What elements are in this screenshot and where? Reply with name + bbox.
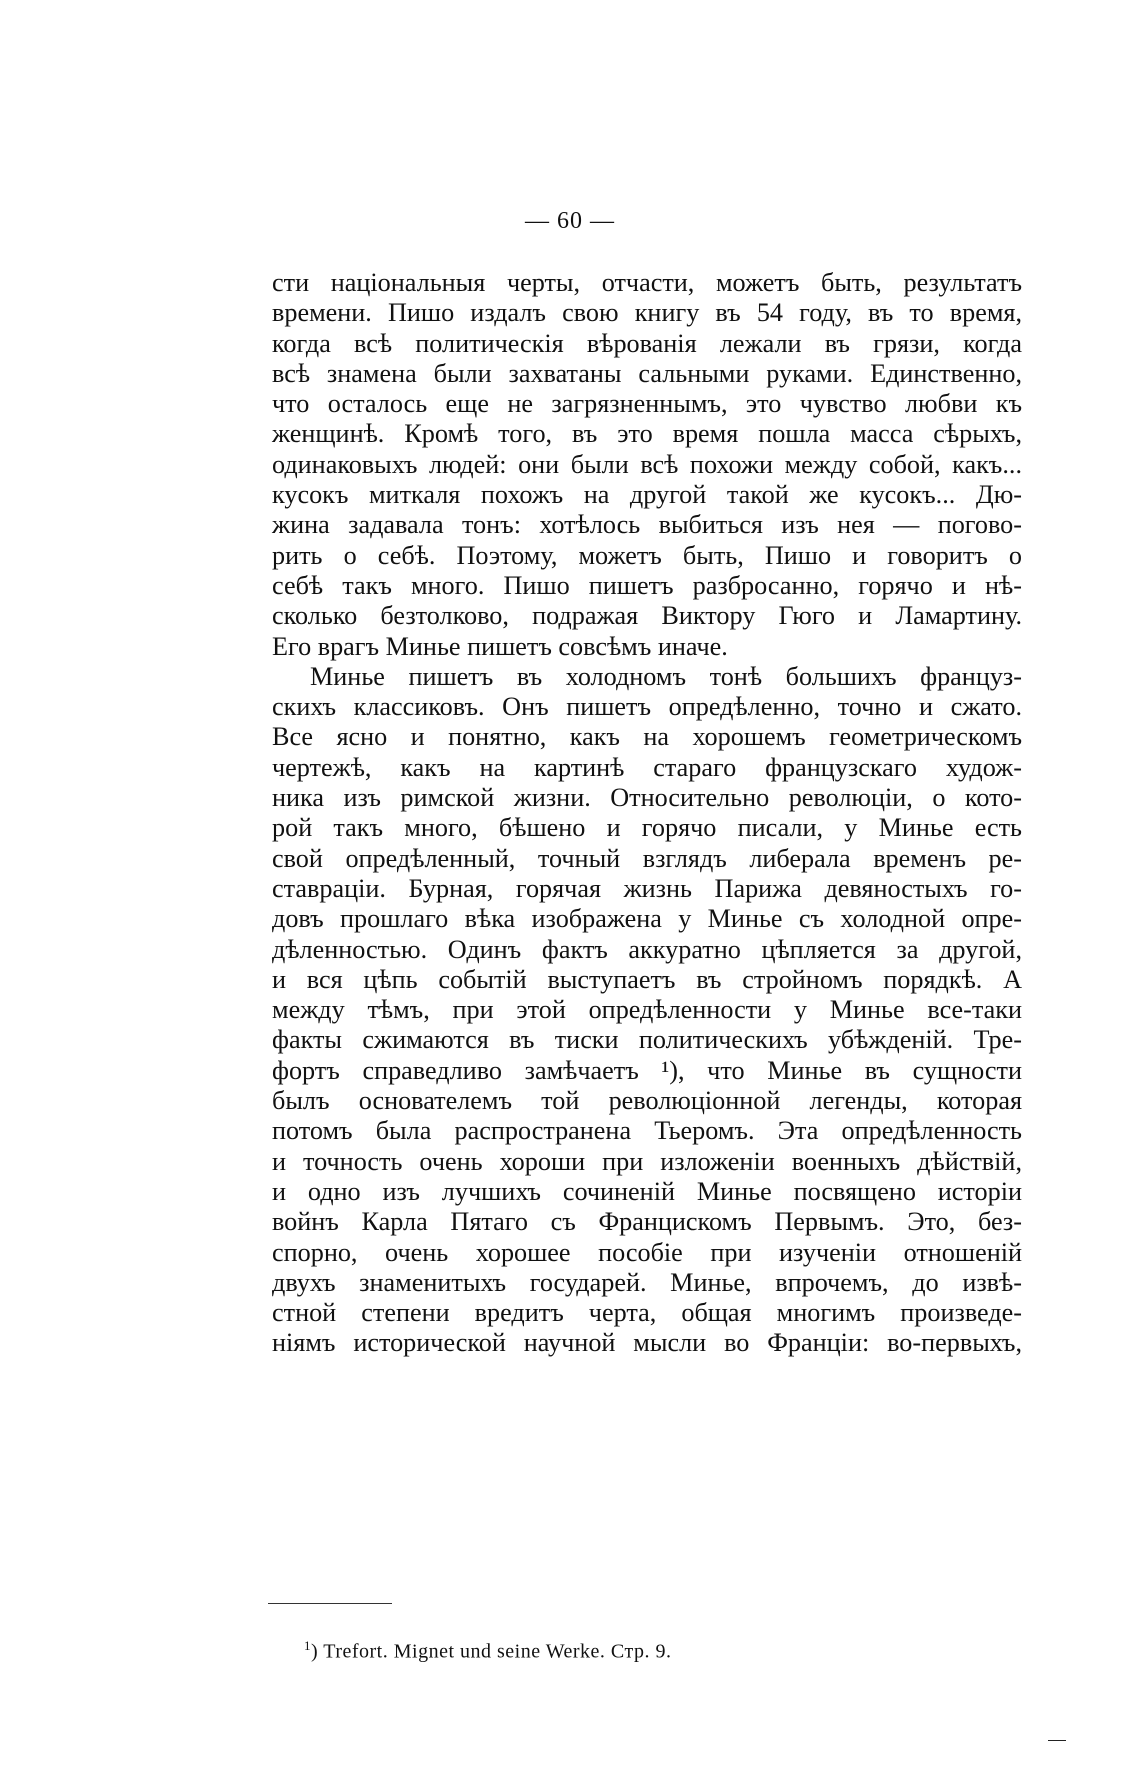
- text-line: времени. Пишо издалъ свою книгу въ 54 году, въ то время,: [272, 298, 1022, 328]
- text-line: жина задавала тонъ: хотѣлось выбиться изъ нея — погово-: [272, 510, 1022, 540]
- text-line: себѣ такъ много. Пишо пишетъ разбросанно, горячо и нѣ-: [272, 570, 1022, 600]
- text-line: одинаковыхъ людей: они были всѣ похожи между собой, какъ...: [272, 449, 1022, 479]
- text-line: женщинѣ. Кромѣ того, въ это время пошла масса сѣрыхъ,: [272, 419, 1022, 449]
- text-line: и вся цѣпь событій выступаетъ въ стройномъ порядкѣ. А: [272, 964, 1022, 994]
- footnote-divider: [268, 1603, 392, 1604]
- text-line: чертежѣ, какъ на картинѣ стараго французскаго худож-: [272, 752, 1022, 782]
- footnote-marker: 1: [304, 1638, 311, 1653]
- text-line: между тѣмъ, при этой опредѣленности у Минье все-таки: [272, 995, 1022, 1025]
- text-line: сти національныя черты, отчасти, можетъ быть, результатъ: [272, 268, 1022, 297]
- text-line: и одно изъ лучшихъ сочиненій Минье посвящено исторіи: [272, 1176, 1022, 1206]
- text-line: факты сжимаются въ тиски политическихъ убѣжденій. Тре-: [272, 1025, 1022, 1055]
- text-line: всѣ знамена были захватаны сальными руками. Единственно,: [272, 358, 1022, 388]
- text-line: былъ основателемъ той революціонной легенды, которая: [272, 1086, 1022, 1116]
- text-line: стной степени вредитъ черта, общая многимъ произведе-: [272, 1298, 1022, 1328]
- text-line: Все ясно и понятно, какъ на хорошемъ геометрическомъ: [272, 722, 1022, 752]
- text-line: рой такъ много, бѣшено и горячо писали, у Минье есть: [272, 813, 1022, 843]
- text-line: дѣленностью. Одинъ фактъ аккуратно цѣпляется за другой,: [272, 934, 1022, 964]
- text-line: кусокъ миткаля похожъ на другой такой же кусокъ... Дю-: [272, 480, 1022, 510]
- text-line: войнъ Карла Пятаго съ Франциcкомъ Первымъ. Это, без-: [272, 1207, 1022, 1237]
- body-text: [272, 268, 1022, 1359]
- paragraph-2: [272, 662, 1022, 1359]
- page-number: — 60 —: [525, 208, 615, 234]
- paragraph-1: [272, 268, 1022, 662]
- text-line: ніямъ исторической научной мысли во Франціи: во-первыхъ,: [272, 1328, 1022, 1358]
- page-edge-mark: [1048, 1740, 1066, 1741]
- text-line: двухъ знаменитыхъ государей. Минье, впрочемъ, до извѣ-: [272, 1267, 1022, 1297]
- text-line: и точность очень хороши при изложеніи военныхъ дѣйствій,: [272, 1146, 1022, 1176]
- text-line: довъ прошлаго вѣка изображена у Минье съ холодной опре-: [272, 904, 1022, 934]
- text-line: скихъ классиковъ. Онъ пишетъ опредѣленно, точно и сжато.: [272, 692, 1022, 722]
- text-line: Минье пишетъ въ холодномъ тонѣ большихъ француз-: [310, 661, 1022, 691]
- text-line: что осталось еще не загрязненнымъ, это чувство любви къ: [272, 389, 1022, 419]
- footnote-text: ) Trefort. Mignet und seine Werke. Стр. 9.: [311, 1640, 672, 1663]
- text-line: фортъ справедливо замѣчаетъ ¹), что Минье въ сущности: [272, 1055, 1022, 1085]
- text-line: потомъ была распространена Тьеромъ. Эта опредѣленность: [272, 1116, 1022, 1146]
- text-line: сколько безтолково, подражая Виктору Гюго и Ламартину.: [272, 601, 1022, 631]
- text-line: Его врагъ Минье пишетъ совсѣмъ иначе.: [272, 631, 728, 661]
- text-line: когда всѣ политическія вѣрованія лежали въ грязи, когда: [272, 328, 1022, 358]
- text-line: ника изъ римской жизни. Относительно революціи, о кото-: [272, 783, 1022, 813]
- text-line: рить о себѣ. Поэтому, можетъ быть, Пишо и говоритъ о: [272, 540, 1022, 570]
- text-line: свой опредѣленный, точный взглядъ либерала временъ ре-: [272, 843, 1022, 873]
- text-line: спорно, очень хорошее пособіе при изученіи отношеній: [272, 1237, 1022, 1267]
- text-line: ставраціи. Бурная, горячая жизнь Парижа девяностыхъ го-: [272, 873, 1022, 903]
- footnote: [304, 1638, 671, 1664]
